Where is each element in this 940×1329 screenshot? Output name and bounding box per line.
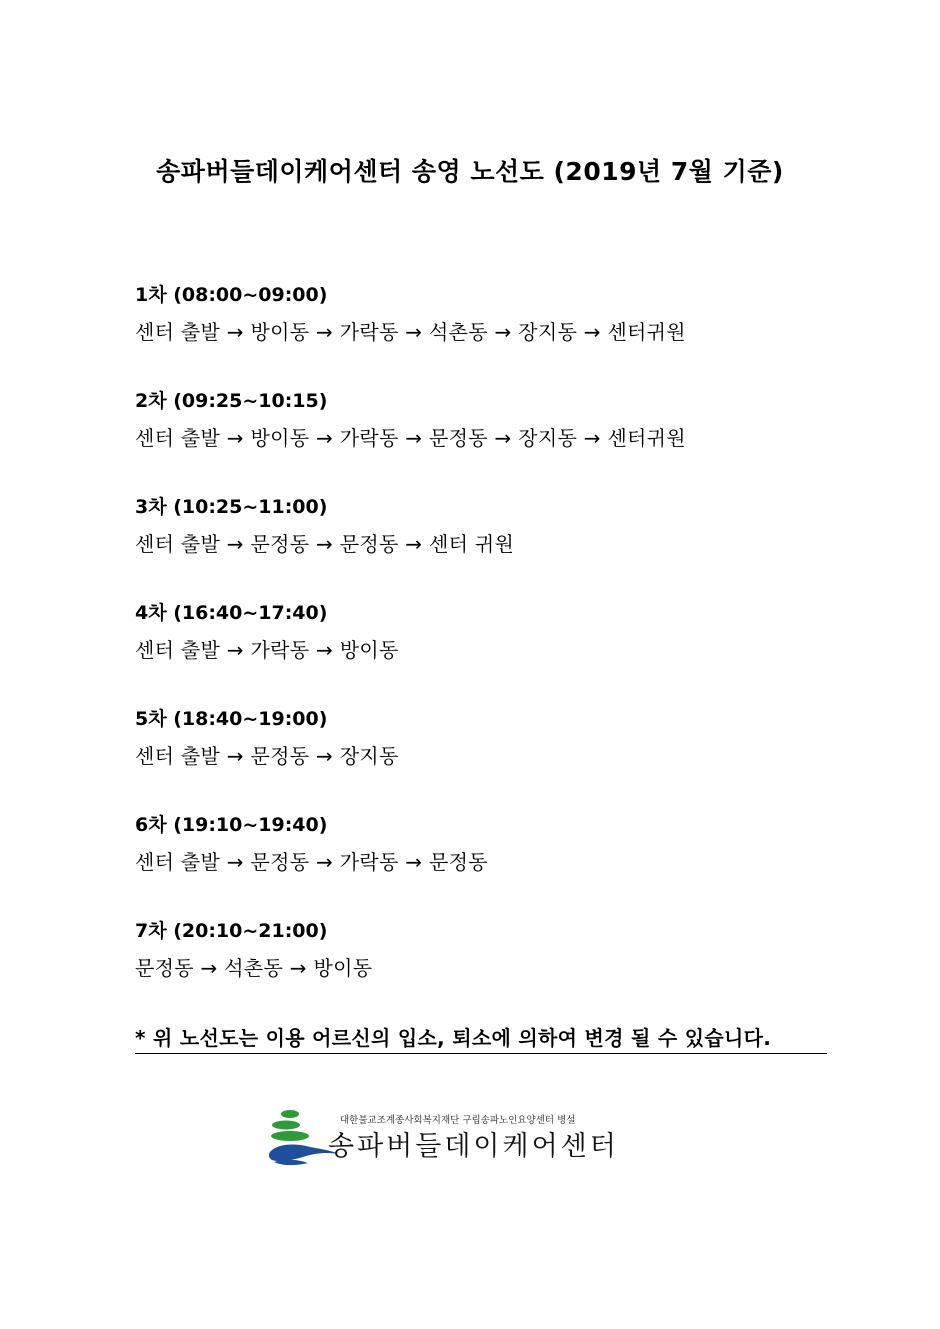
route-title: 3차 (10:25~11:00) bbox=[135, 496, 328, 518]
route-title: 7차 (20:10~21:00) bbox=[135, 920, 328, 942]
route-path: 센터 출발 → 가락동 → 방이동 bbox=[135, 638, 399, 662]
route-block-5 bbox=[135, 707, 399, 769]
route-block-6 bbox=[135, 813, 488, 875]
route-block-3 bbox=[135, 495, 514, 557]
route-block-4 bbox=[135, 601, 399, 663]
center-logo bbox=[266, 1108, 666, 1170]
route-block-2 bbox=[135, 389, 686, 451]
schedule-notice: * 위 노선도는 이용 어르신의 입소, 퇴소에 의하여 변경 될 수 있습니다. bbox=[135, 1022, 827, 1054]
route-title: 5차 (18:40~19:00) bbox=[135, 708, 328, 730]
route-title: 4차 (16:40~17:40) bbox=[135, 602, 328, 624]
logo-name: 송파버들데이케어센터 bbox=[328, 1131, 619, 1162]
route-block-1 bbox=[135, 283, 686, 345]
route-path: 문정동 → 석촌동 → 방이동 bbox=[135, 956, 373, 980]
route-title: 6차 (19:10~19:40) bbox=[135, 814, 328, 836]
document-title: 송파버들데이케어센터 송영 노선도 (2019년 7월 기준) bbox=[156, 157, 784, 186]
route-path: 센터 출발 → 방이동 → 가락동 → 석촌동 → 장지동 → 센터귀원 bbox=[135, 320, 686, 344]
route-title: 1차 (08:00~09:00) bbox=[135, 284, 328, 306]
route-title: 2차 (09:25~10:15) bbox=[135, 390, 328, 412]
route-path: 센터 출발 → 문정동 → 장지동 bbox=[135, 744, 399, 768]
logo-subtitle: 대한불교조계종사회복지재단 구립송파노인요양센터 병설 bbox=[340, 1115, 576, 1126]
route-path: 센터 출발 → 문정동 → 가락동 → 문정동 bbox=[135, 850, 488, 874]
route-path: 센터 출발 → 문정동 → 문정동 → 센터 귀원 bbox=[135, 532, 515, 556]
route-block-7 bbox=[135, 919, 372, 981]
route-path: 센터 출발 → 방이동 → 가락동 → 문정동 → 장지동 → 센터귀원 bbox=[135, 426, 686, 450]
